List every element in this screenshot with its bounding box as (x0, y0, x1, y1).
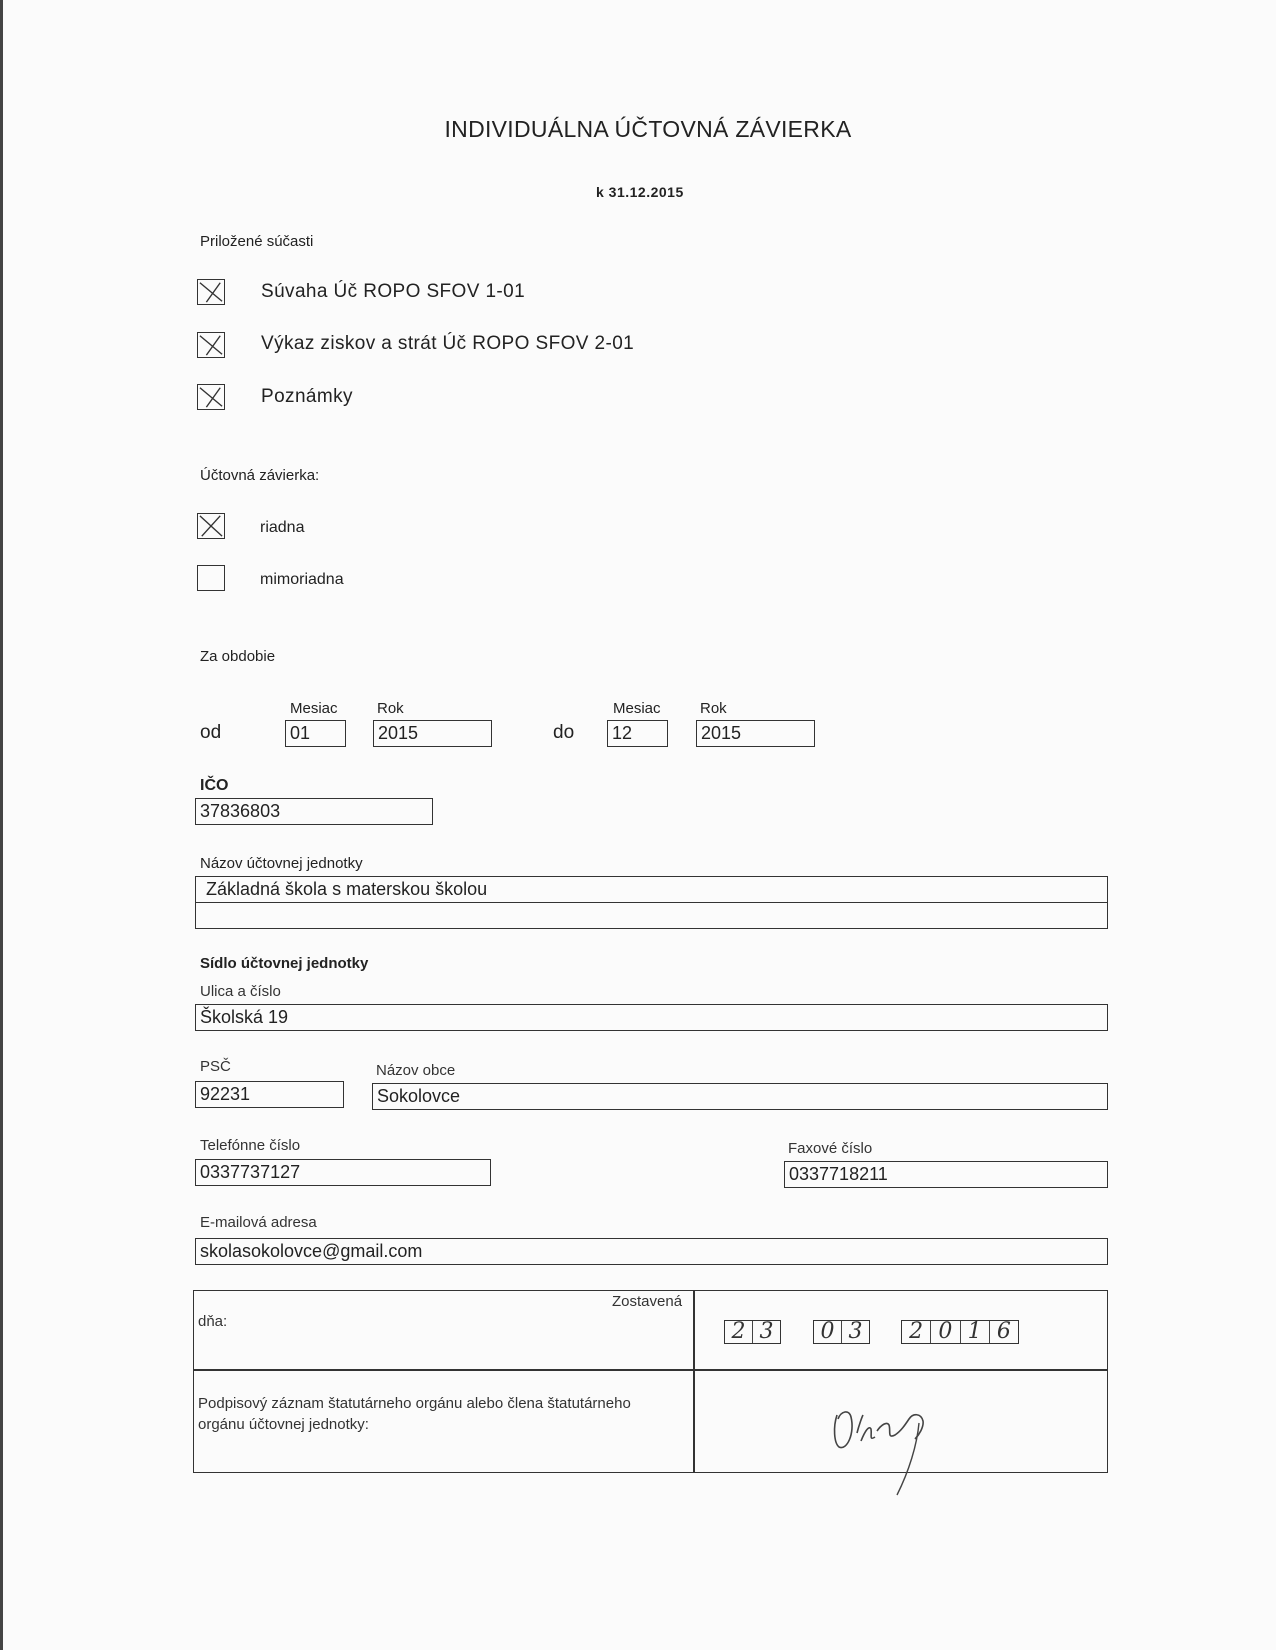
handwritten-signature (825, 1395, 955, 1505)
email-label: E-mailová adresa (200, 1214, 317, 1231)
check-x-icon (198, 280, 224, 304)
checkbox-poznamky[interactable] (197, 384, 225, 410)
check-x-icon (198, 385, 224, 409)
email-field[interactable]: skolasokolovce@gmail.com (195, 1238, 1108, 1265)
from-month-field[interactable]: 01 (285, 720, 346, 747)
closing-label-riadna: riadna (260, 519, 305, 536)
street-label: Ulica a číslo (200, 983, 281, 1000)
date-digit: 1 (961, 1321, 990, 1343)
psc-field[interactable]: 92231 (195, 1081, 344, 1108)
checkbox-riadna[interactable] (197, 513, 225, 539)
to-label: do (553, 722, 575, 743)
date-day-boxes[interactable] (724, 1320, 781, 1344)
city-field[interactable]: Sokolovce (372, 1083, 1108, 1110)
from-year-label: Rok (377, 700, 404, 717)
to-year-label: Rok (700, 700, 727, 717)
fax-label: Faxové číslo (788, 1140, 873, 1157)
check-x-icon (198, 514, 224, 538)
phone-field[interactable]: 0337737127 (195, 1159, 491, 1186)
closing-label-mimoriadna: mimoriadna (260, 571, 344, 588)
from-year-field[interactable]: 2015 (373, 720, 492, 747)
date-digit: 3 (759, 1319, 774, 1344)
table-divider-vertical (693, 1290, 695, 1473)
compiled-label: Zostavená (612, 1293, 683, 1310)
to-month-label: Mesiac (613, 700, 661, 717)
fax-field[interactable]: 0337718211 (784, 1161, 1108, 1188)
attachment-label-vykaz: Výkaz ziskov a strát Úč ROPO SFOV 2-01 (261, 333, 635, 354)
date-digit: 2 (725, 1321, 753, 1343)
check-x-icon (198, 333, 224, 357)
period-heading: Za obdobie (200, 648, 276, 665)
date-digit: 6 (996, 1319, 1011, 1344)
document-date: k 31.12.2015 (596, 184, 684, 200)
date-year-boxes[interactable] (901, 1320, 1019, 1344)
page-edge (0, 0, 3, 1650)
from-label: od (200, 722, 222, 743)
ico-label: IČO (200, 777, 229, 794)
attachment-label-suvaha: Súvaha Úč ROPO SFOV 1-01 (261, 281, 526, 302)
to-month-field[interactable]: 12 (607, 720, 668, 747)
date-month-boxes[interactable] (813, 1320, 870, 1344)
entity-name-label: Názov účtovnej jednotky (200, 855, 363, 872)
to-year-field[interactable]: 2015 (696, 720, 815, 747)
psc-label: PSČ (200, 1058, 231, 1075)
ico-field[interactable]: 37836803 (195, 798, 433, 825)
street-field[interactable]: Školská 19 (195, 1004, 1108, 1031)
address-heading: Sídlo účtovnej jednotky (200, 955, 369, 972)
signature-label: Podpisový záznam štatutárneho orgánu alebo člena štatutárneho orgánu účtovnej jednotky: (198, 1395, 631, 1433)
checkbox-vykaz[interactable] (197, 332, 225, 358)
closing-type-heading: Účtovná závierka: (200, 467, 320, 484)
entity-name-line2[interactable] (195, 902, 1108, 929)
checkbox-mimoriadna[interactable] (197, 565, 225, 591)
date-digit: 2 (902, 1321, 931, 1343)
document-title: INDIVIDUÁLNA ÚČTOVNÁ ZÁVIERKA (444, 116, 852, 142)
date-digit: 3 (848, 1319, 863, 1344)
attachments-heading: Priložené súčasti (200, 233, 314, 250)
phone-label: Telefónne číslo (200, 1137, 301, 1154)
table-divider-horizontal (193, 1369, 1108, 1371)
date-digit: 0 (814, 1321, 842, 1343)
entity-name-line1[interactable]: Základná škola s materskou školou (195, 876, 1108, 903)
signature-table (193, 1290, 1108, 1473)
attachment-label-poznamky: Poznámky (261, 386, 353, 407)
city-label: Názov obce (376, 1062, 456, 1079)
checkbox-suvaha[interactable] (197, 279, 225, 305)
day-label: dňa: (198, 1313, 228, 1330)
from-month-label: Mesiac (290, 700, 338, 717)
date-digit: 0 (931, 1321, 960, 1343)
